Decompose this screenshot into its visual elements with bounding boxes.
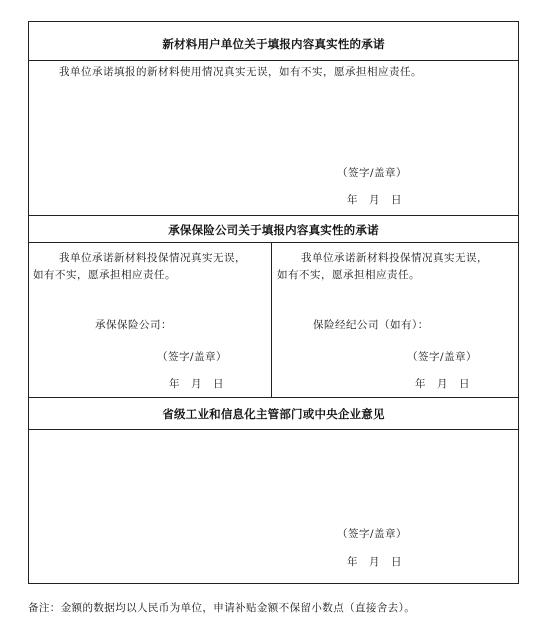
section3-date: 年 月 日 bbox=[347, 556, 402, 568]
section2-left-statement-line1: 我单位承诺新材料投保情况真实无误， bbox=[59, 252, 246, 264]
section1-body bbox=[29, 60, 518, 215]
section2-right-signature: （签字/盖章） bbox=[407, 351, 478, 363]
section1-date: 年 月 日 bbox=[347, 194, 402, 206]
section2-left-statement-line2: 如有不实，愿承担相应责任。 bbox=[33, 269, 176, 281]
section1-title: 新材料用户单位关于填报内容真实性的承诺 bbox=[162, 37, 385, 51]
section1-statement: 我单位承诺填报的新材料使用情况真实无误，如有不实，愿承担相应责任。 bbox=[59, 66, 422, 78]
section2-title: 承保保险公司关于填报内容真实性的承诺 bbox=[168, 223, 379, 237]
section3-title: 省级工业和信息化主管部门或中央企业意见 bbox=[162, 407, 385, 421]
section2-header-row bbox=[29, 215, 518, 242]
section1-header-row bbox=[29, 22, 518, 60]
section3-header-row bbox=[29, 397, 518, 429]
section2-right-statement-line1: 我单位承诺新材料投保情况真实无误， bbox=[301, 252, 488, 264]
section2-left-signature: （签字/盖章） bbox=[157, 351, 228, 363]
section2-right-date: 年 月 日 bbox=[415, 378, 470, 390]
form-table bbox=[28, 21, 519, 584]
section2-right-party: 保险经纪公司（如有）： bbox=[313, 319, 429, 331]
section2-left-date: 年 月 日 bbox=[169, 378, 224, 390]
footnote: 备注：金额的数据均以人民币为单位，申请补贴金额不保留小数点（直接舍去）。 bbox=[28, 602, 416, 614]
section2-body bbox=[29, 242, 518, 397]
section2-left-party: 承保保险公司： bbox=[95, 319, 172, 331]
section1-signature: （签字/盖章） bbox=[337, 167, 408, 179]
section2-right-statement-line2: 如有不实，愿承担相应责任。 bbox=[277, 269, 420, 281]
section3-body bbox=[29, 429, 518, 583]
section2-divider bbox=[271, 243, 272, 397]
section3-signature: （签字/盖章） bbox=[337, 528, 408, 540]
